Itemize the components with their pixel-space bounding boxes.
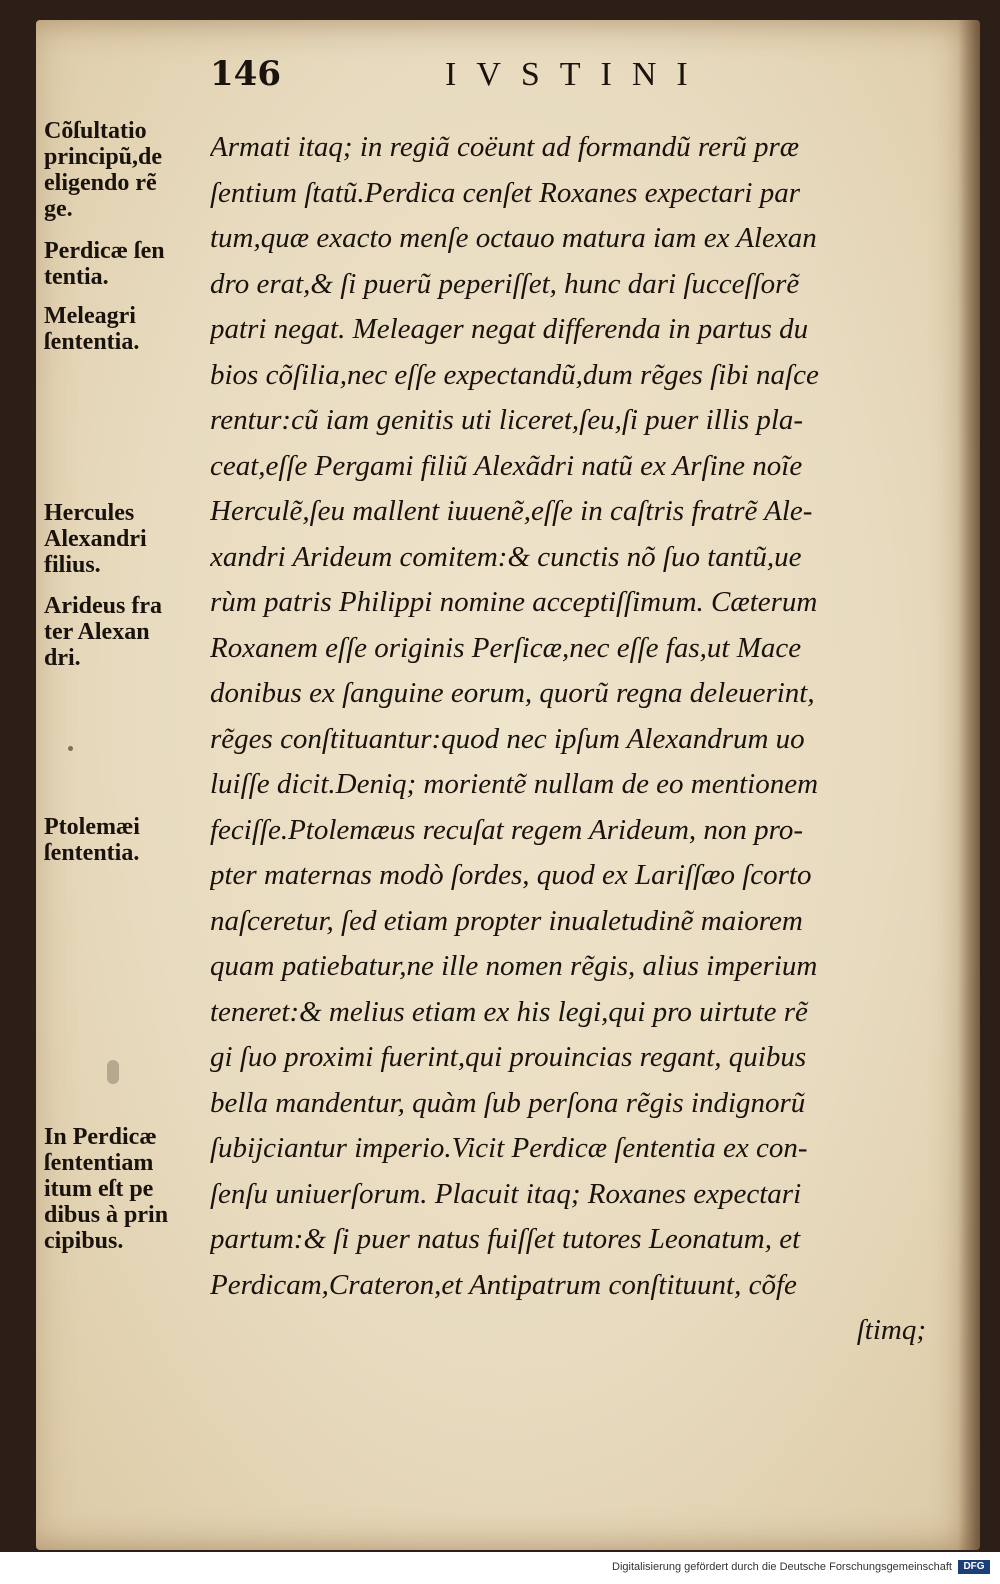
paper-stain	[107, 1060, 119, 1084]
sidenote-arideus: Arideus fra ter Alexan dri.	[44, 593, 162, 671]
text-line: pter maternas modò ſordes, quod ex Lariſſæo ſcorto	[210, 859, 812, 891]
text-line: donibus ex ſanguine eorum, quorũ regna deleuerint,	[210, 677, 815, 709]
text-line: ſenſu uniuerſorum. Placuit itaq; Roxanes expectari	[210, 1177, 802, 1210]
text-line: partum:& ſi puer natus fuiſſet tutores Leonatum, et	[210, 1223, 801, 1255]
text-line: gi ſuo proximi fuerint,qui prouincias regant, quibus	[210, 1041, 807, 1073]
text-line: Herculẽ,ſeu mallent iuuenẽ,eſſe in caſtris fratrẽ Ale-	[210, 495, 813, 527]
text-line: xandri Arideum comitem:& cunctis nõ ſuo tantũ,ue	[210, 540, 802, 573]
text-line: Perdicam,Crateron,et Antipatrum conſtituunt, cõfe	[210, 1268, 797, 1301]
text-line: luiſſe dicit.Deniq; morientẽ nullam de eo mentionem	[210, 768, 819, 800]
text-line: patri negat. Meleager negat differenda in partus du	[210, 313, 809, 345]
text-line: ſentium ſtatũ.Perdica cenſet Roxanes expectari par	[210, 176, 801, 209]
text-line: bios cõſilia,nec eſſe expectandũ,dum rẽges ſibi naſce	[210, 358, 819, 391]
sidenote-perdicae-sententia: Perdicæ ſen tentia.	[44, 238, 165, 290]
sidenote-in-perdicae: In Perdicæ ſententiam itum eſt pe dibus à prin cipibus.	[44, 1124, 169, 1254]
dfg-logo: DFG	[958, 1560, 990, 1574]
sidenote-hercules: Hercules Alexandri filius.	[44, 500, 147, 578]
body-text	[210, 125, 926, 1354]
text-line: rentur:cũ iam genitis uti liceret,ſeu,ſi puer illis pla-	[210, 404, 804, 436]
page-edge-shadow	[958, 20, 980, 1550]
running-head: IVSTINI	[445, 56, 708, 93]
text-line: ſubijciantur imperio.Vicit Perdicæ ſententia ex con-	[210, 1132, 808, 1164]
text-line: rùm patris Philippi nomine acceptiſſimum. Cæterum	[210, 586, 818, 618]
text-line: Armati itaq; in regiã coëunt ad formandũ rerũ præ	[210, 131, 800, 163]
text-line: dro erat,& ſi puerũ peperiſſet, hunc dari ſucceſſorẽ	[210, 267, 800, 300]
text-line: feciſſe.Ptolemæus recuſat regem Arideum, non pro-	[210, 813, 804, 846]
catchword: ſtimq;	[856, 1314, 926, 1346]
text-line: rẽges conſtituantur:quod nec ipſum Alexandrum uo	[210, 722, 805, 755]
sidenote-meleagri-sententia: Meleagri ſententia.	[44, 303, 140, 355]
paper-speck	[68, 746, 73, 751]
text-line: bella mandentur, quàm ſub perſona rẽgis indignorũ	[210, 1086, 806, 1119]
page-number: 146	[210, 54, 281, 94]
text-line: teneret:& melius etiam ex his legi,qui pro uirtute rẽ	[210, 995, 808, 1028]
text-line: ceat,eſſe Pergami filiũ Alexãdri natũ ex Arſine noĩe	[210, 449, 803, 482]
sidenote-ptolemaei-sententia: Ptolemæi ſententia.	[44, 814, 140, 866]
funding-credit: Digitalisierung gefördert durch die Deutsche Forschungsgemeinschaft	[612, 1561, 952, 1573]
text-line: Roxanem eſſe originis Perſicæ,nec eſſe fas,ut Mace	[210, 631, 802, 664]
text-line: tum,quæ exacto menſe octauo matura iam ex Alexan	[210, 222, 817, 254]
text-line: naſceretur, ſed etiam propter inualetudinẽ maiorem	[210, 904, 803, 937]
sidenote-consultatio: Cõſultatio principũ,de eligendo rẽ ge.	[44, 118, 163, 222]
text-line: quam patiebatur,ne ille nomen rẽgis, alius imperium	[210, 950, 818, 982]
